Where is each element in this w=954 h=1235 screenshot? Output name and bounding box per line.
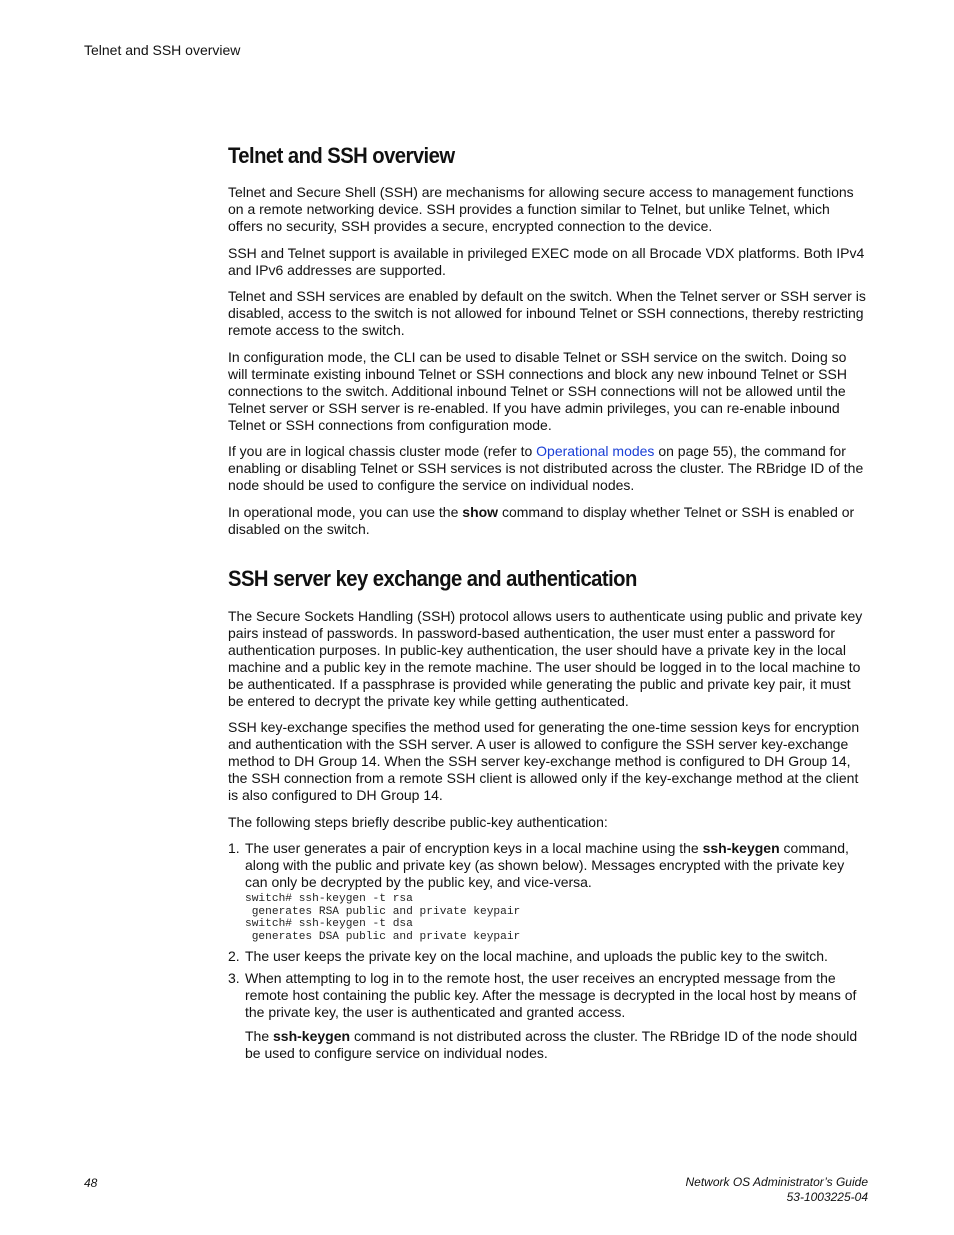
command-name-show: show [462,503,499,520]
paragraph: The following steps briefly describe public-key authentication: [228,813,608,830]
list-item [228,970,868,1021]
list-number: 2. [228,948,240,964]
operational-modes-link[interactable]: Operational modes [536,443,655,459]
page-number: 48 [84,1176,98,1190]
paragraph: Telnet and Secure Shell (SSH) are mechanisms for allowing secure access to management functions on a remote networking device. SSH provides a function similar to Telnet, but unlike Telnet, which offers no security, SSH provides a secure, encrypted connection to the device. [228,184,854,234]
paragraph: SSH key-exchange specifies the method used for generating the one-time session keys for encryption and authentication with the SSH server. A user is allowed to configure the SSH server key-exchange method to DH Group 14. When the SSH server key-exchange method is configured to DH Group 14, the SSH connection from a remote SSH client is allowed only if the key-exchange method at the client is also configured to DH Group 14. [228,719,860,803]
text-run: The user generates a pair of encryption keys in a local machine using the [245,840,703,856]
paragraph [228,443,868,494]
section-heading-telnet-ssh-overview: Telnet and SSH overview [228,143,455,168]
text-run: command to display whether Telnet or SSH is enabled or disabled on the switch. [228,503,855,537]
text-run: on page 55), the command for enabling or disabling Telnet or SSH services is not distributed across the cluster. The RBridge ID of the node should be used to configure the service on individual nodes. [228,443,864,493]
code-example: switch# ssh-keygen -t rsa generates RSA public and private keypair switch# ssh-keygen -t dsa generates DSA public and private keypair [245,893,521,943]
list-item [228,840,868,943]
text-run: In operational mode, you can use the [228,503,463,520]
list-number: 1. [228,840,240,856]
page-content [228,140,868,1072]
paragraph: SSH and Telnet support is available in privileged EXEC mode on all Brocade VDX platforms. Both IPv4 and IPv6 addresses are supported. [228,244,865,278]
doc-title: Network OS Administrator’s Guide [685,1175,868,1189]
text-run: command is not distributed across the cluster. The RBridge ID of the node should be used to configure service on individual nodes. [245,1028,858,1061]
command-name-ssh-keygen: ssh-keygen [273,1028,351,1044]
paragraph: The Secure Sockets Handling (SSH) protocol allows users to authenticate using public and private key pairs instead of passwords. In password-based authentication, the user must enter a password for authentication purposes. In public-key authentication, the user should have a private key in the local machine and a public key in the remote machine. The user should be logged in to the local machine to be authenticated. If a passphrase is provided while generating the public and private key pair, it must be entered to decrypt the private key while getting authenticated. [228,607,863,709]
section-heading-ssh-key-exchange: SSH server key exchange and authentication [228,565,637,591]
text-run: The [245,1028,274,1044]
paragraph: Telnet and SSH services are enabled by default on the switch. When the Telnet server or SSH server is disabled, access to the switch is not allowed for inbound Telnet or SSH connections, thereby restricting remote access to the switch. [228,288,866,338]
paragraph [228,504,868,538]
running-header: Telnet and SSH overview [84,42,241,58]
text-run: When attempting to log in to the remote host, the user receives an encrypted message from the remote host containing the public key. After the message is decrypted in the local host by means of the private key, the user is authenticated and granted access. [245,970,857,1020]
command-name-ssh-keygen: ssh-keygen [702,840,780,856]
note-paragraph [228,1028,868,1062]
footer-doc-info [685,1175,868,1205]
text-run: If you are in logical chassis cluster mode (refer to [228,443,537,459]
text-run: The user keeps the private key on the local machine, and uploads the public key to the switch. [245,948,828,964]
list-number: 3. [228,970,240,986]
text-run: command, along with the public and private key (as shown below). Messages encrypted with the private key can only be decrypted by the public key, and vice-versa. [245,840,849,890]
paragraph: In configuration mode, the CLI can be used to disable Telnet or SSH service on the switch. Doing so will terminate existing inbound Telnet or SSH connections and block any new inbound Telnet or SSH connections to the switch. Additional inbound Telnet or SSH connections will not be allowed until the Telnet server or SSH server is re-enabled. If you have admin privileges, you can re-enable inbound Telnet or SSH connections from configuration mode. [228,348,847,433]
doc-number: 53-1003225-04 [786,1190,868,1204]
steps-list [228,840,868,1021]
list-item [228,948,868,965]
